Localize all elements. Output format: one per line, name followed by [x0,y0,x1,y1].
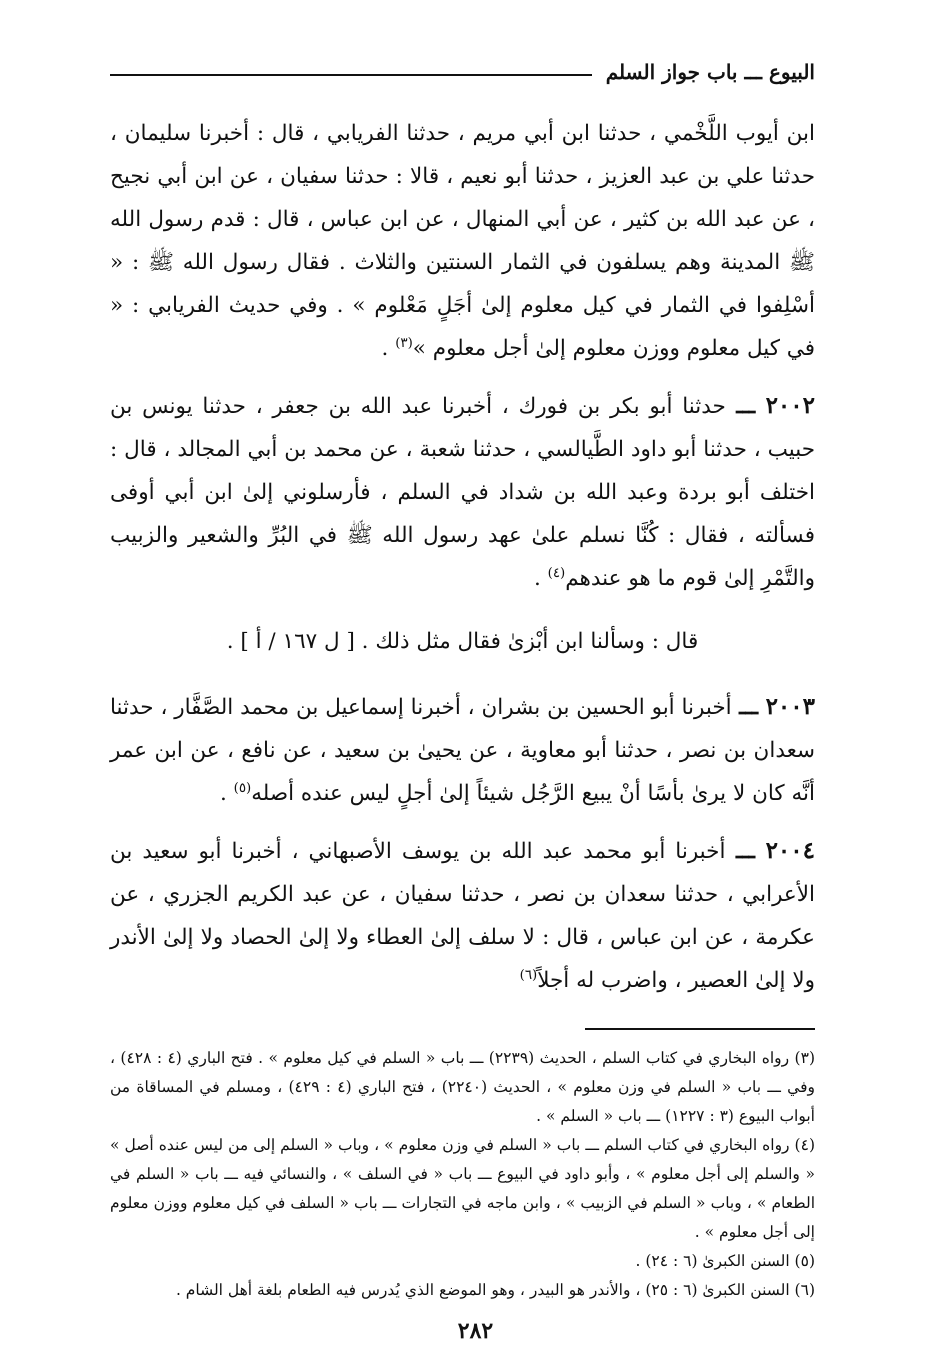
paragraph-tail: . [533,566,548,591]
page-number: ٢٨٢ [457,1318,494,1344]
number-dash: ـــ [725,394,766,419]
footnote-5: (٥) السنن الكبرىٰ (٦ : ٢٤) . [635,1252,815,1270]
hadith-2002 [110,384,815,600]
header-rule [110,74,592,76]
paragraph-text: أخبرنا أبو محمد عبد الله بن يوسف الأصبهاني ، أخبرنا أبو سعيد بن الأعرابي ، حدثنا سعدان بن نصر ، حدثنا سفيان ، عن عبد الكريم الجزري ، عن عكرمة ، عن ابن عباس ، قال : لا سلف إلىٰ العطاء ولا إلىٰ الحصاد ولا إلىٰ الأندر ولا إلىٰ العصير ، واضرب له أجلاً [110,839,815,993]
running-header [110,50,815,94]
footnote-separator [585,1028,815,1030]
running-title: البيوع ـــ باب جواز السلم [605,60,815,84]
hadith-2004 [110,829,815,1002]
footnote-3: (٣) رواه البخاري في كتاب السلم ، الحديث (٢٢٣٩) ـــ باب « السلم في كيل معلوم » . فتح الباري (٤ : ٤٢٨) ، وفي ـــ باب « السلم في وزن معلوم » ، الحديث (٢٢٤٠) ، فتح الباري (٤ : ٤٢٩) ، ومسلم في المساقاة من أبواب البيوع (٣ : ١٢٢٧) ـــ باب « السلم » . [110,1049,815,1125]
number-dash: ـــ [731,695,766,720]
paragraph-text: حدثنا أبو بكر بن فورك ، أخبرنا عبد الله بن جعفر ، حدثنا يونس بن حبيب ، حدثنا أبو داود الطَّيالسي ، حدثنا شعبة ، عن محمد بن أبي المجالد ، قال : اختلف أبو بردة وعبد الله بن شداد في السلم ، فأرسلوني إلىٰ ابن أبي أوفى فسألته ، فقال : كُنَّا نسلم علىٰ عهد رسول الله ﷺ في البُرِّ والشعير والزبيب والتَّمْرِ إلىٰ قوم ما هو عندهم [110,394,815,591]
paragraph-text: أخبرنا أبو الحسين بن بشران ، أخبرنا إسماعيل بن محمد الصَّفَّار ، حدثنا سعدان بن نصر ، حدثنا أبو معاوية ، عن يحيىٰ بن سعيد ، عن نافع ، عن ابن عمر أنَّه كان لا يرىٰ بأسًا أنْ يبيع الرَّجُل شيئاً إلىٰ أجلٍ ليس عنده أصله [110,695,815,806]
paragraph-text: قال : وسألنا ابن أبْزىٰ فقال مثل ذلك . [ ل ١٦٧ / أ ] . [226,629,699,654]
centered-remark [110,620,815,663]
hadith-number: ٢٠٠٢ [765,392,815,419]
main-text [110,112,815,1002]
footnote-ref: (٣) [395,335,413,351]
hadith-number: ٢٠٠٤ [765,837,815,864]
hadith-number: ٢٠٠٣ [765,693,815,720]
paragraph-text: ابن أيوب اللَّخْمي ، حدثنا ابن أبي مريم ، حدثنا الفريابي ، قال : أخبرنا سليمان ، حدثنا علي بن عبد العزيز ، حدثنا أبو نعيم ، قالا : حدثنا سفيان ، عن ابن أبي نجيح ، عن عبد الله بن كثير ، عن أبي المنهال ، عن ابن عباس ، قال : قدم رسول الله ﷺ المدينة وهم يسلفون في الثمار السنتين والثلاث . فقال رسول الله ﷺ : « أسْلِفوا في الثمار في كيل معلوم إلىٰ أجَلٍ مَعْلوم » . وفي حديث الفريابي : « في كيل معلوم ووزن معلوم إلىٰ أجل معلوم » [110,121,815,361]
footnote-ref: (٤) [547,565,566,581]
paragraph-continuation [110,112,815,370]
page-content [110,50,815,1305]
footnote-4: (٤) رواه البخاري في كتاب السلم ـــ باب « السلم في وزن معلوم » ، وباب « السلم إلى من ليس عنده أصل » « والسلم إلى أجل معلوم » ، وأبو داود في البيوع ـــ باب « في السلف » ، والنسائي فيه ـــ باب « السلم في الطعام » ، وباب « السلم في الزبيب » ، وابن ماجه في التجارات ـــ باب « السلف في كيل معلوم ووزن معلوم إلى أجل معلوم » . [110,1136,815,1241]
footnote-ref: (٦) [519,967,538,983]
number-dash: ـــ [725,839,766,864]
paragraph-tail: . [381,336,396,361]
footnote-ref: (٥) [233,780,252,796]
footnote-6: (٦) السنن الكبرىٰ (٦ : ٢٥) ، والأندر هو البيدر ، وهو الموضع الذي يُدرس فيه الطعام بلغة أهل الشام . [175,1281,815,1299]
hadith-2003 [110,685,815,815]
paragraph-tail: . [219,781,234,806]
footnotes [110,1044,815,1305]
